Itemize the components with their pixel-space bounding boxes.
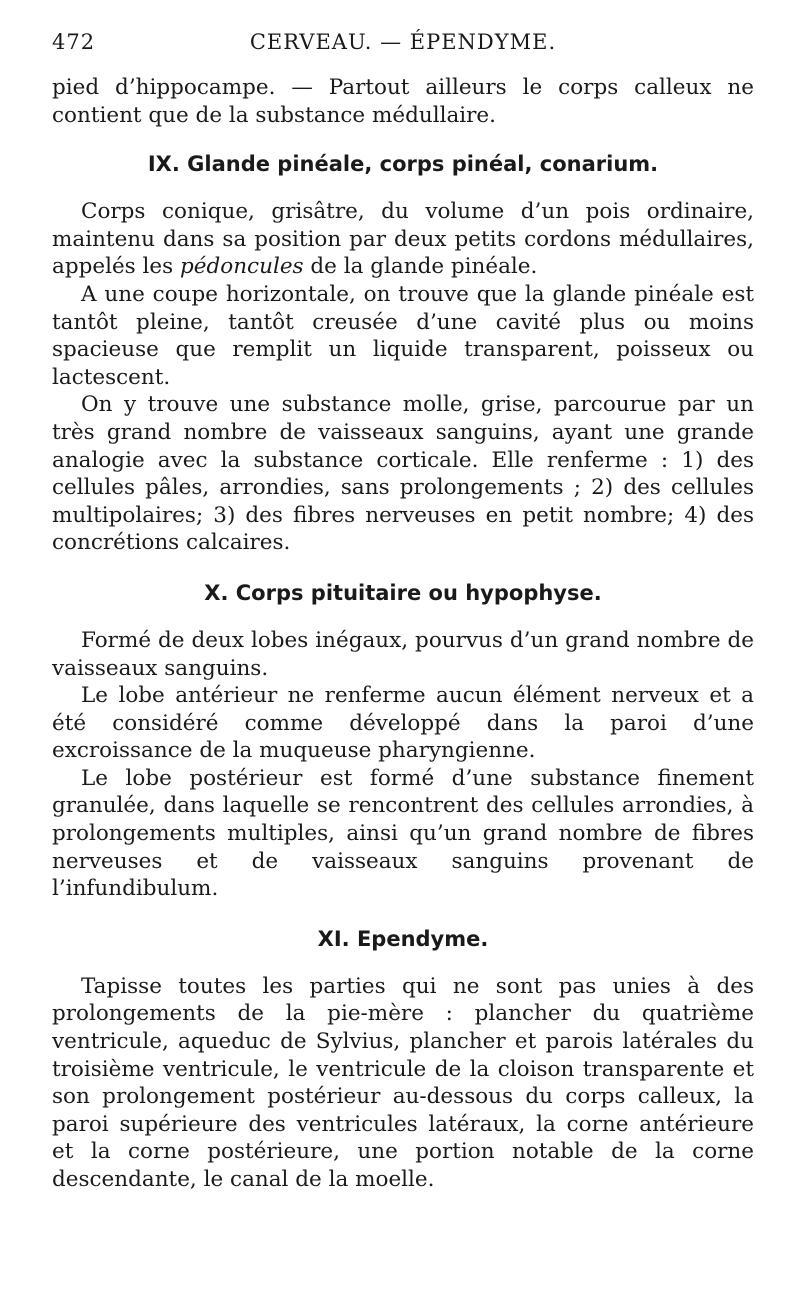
section-xi-heading: XI. Ependyme. [317, 926, 489, 951]
page-number: 472 [52, 30, 96, 54]
section-ix-heading: IX. Glande pinéale, corps pinéal, conarium. [147, 152, 659, 177]
intro-paragraph: pied d’hippocampe. — Partout ailleurs le corps calleux ne contient que de la substance médullaire. [52, 75, 754, 128]
running-title: CERVEAU. — ÉPENDYME. [249, 30, 557, 54]
section-ix-paragraph-3: On y trouve une substance molle, grise, parcourue par un très grand nombre de vaisseaux sanguins, ayant une grande analogie avec la substance corticale. Elle renferme : 1) des cellules pâles, arrondies, sans prolongements ; 2) des cellules multipolaires; 3) des fibres nerveuses en petit nombre; 4) des concrétions calcaires. [52, 392, 754, 556]
book-page [52, 30, 754, 1194]
section-x-paragraph-1: Formé de deux lobes inégaux, pourvus d’un grand nombre de vaisseaux sanguins. [52, 627, 754, 681]
running-header [52, 30, 754, 60]
section-x-paragraph-2: Le lobe antérieur ne renferme aucun élément nerveux et a été considéré comme développé dans la paroi d’une excroissance de la muqueuse pharyngienne. [52, 683, 754, 764]
section-ix-paragraph-1 [52, 198, 754, 281]
section-x-paragraph-3: Le lobe postérieur est formé d’une substance finement granulée, dans laquelle se rencontrent des cellules arrondies, à prolongements multiples, ainsi qu’un grand nombre de fibres nerveuses et de vaisseaux sanguins provenant de l’infundibulum. [52, 765, 754, 902]
text-run: de la glande pinéale. [303, 254, 538, 280]
section-x-heading: X. Corps pituitaire ou hypophyse. [204, 580, 602, 605]
section-ix-paragraph-2: A une coupe horizontale, on trouve que la glande pinéale est tantôt pleine, tantôt creusée d’une cavité plus ou moins spacieuse que remplit un liquide transparent, poisseux ou lactescent. [52, 281, 754, 390]
section-xi-paragraph-1: Tapisse toutes les parties qui ne sont pas unies à des prolongements de la pie-mère : plancher du quatrième ventricule, aqueduc de Sylvius, plancher et parois latérales du troisième ventricule, le ventricule de la cloison transparente et son prolongement postérieur au-dessous du corps calleux, la paroi supérieure des ventricules latéraux, la corne antérieure et la corne postérieure, une portion notable de la corne descendante, le canal de la moelle. [52, 973, 754, 1192]
italic-term: pédoncules [180, 254, 304, 280]
text-run: Corps conique, grisâtre, du volume d’un pois ordinaire, maintenu dans sa position par deux petits cordons médullaires, appelés les [52, 199, 754, 280]
